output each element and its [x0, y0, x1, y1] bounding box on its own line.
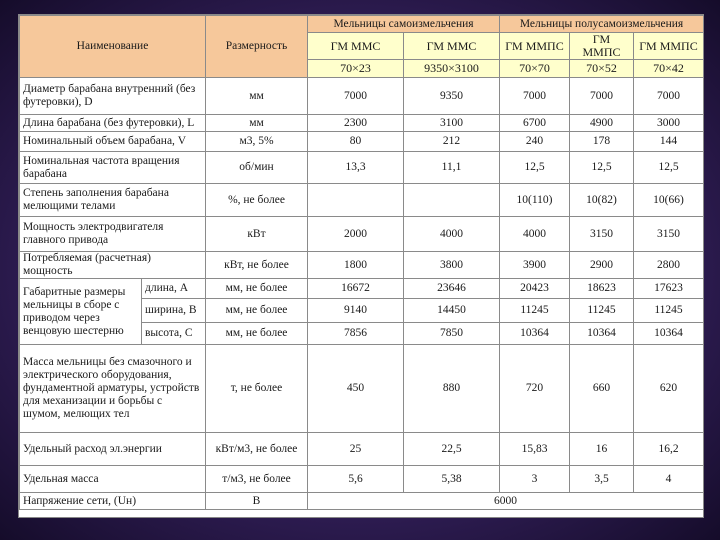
row-name: Потребляемая (расчетная) мощность	[20, 252, 206, 279]
cell-value: 7000	[500, 78, 570, 115]
cell-value: 20423	[500, 279, 570, 299]
cell-value: 7000	[570, 78, 634, 115]
row-unit: т, не более	[206, 345, 308, 433]
cell-value: 7856	[308, 323, 404, 345]
cell-value: 11245	[570, 299, 634, 323]
cell-value: 25	[308, 433, 404, 466]
model-size: 9350×3100	[404, 60, 500, 78]
cell-value: 16672	[308, 279, 404, 299]
row-unit: кВт/м3, не более	[206, 433, 308, 466]
model-name: ГМ ММПС	[634, 33, 704, 60]
cell-value: 12,5	[500, 152, 570, 184]
model-size: 70×42	[634, 60, 704, 78]
cell-value: 3900	[500, 252, 570, 279]
row-name: Диаметр барабана внутренний (без футеровки), D	[20, 78, 206, 115]
cell-value: 1800	[308, 252, 404, 279]
cell-value: 18623	[570, 279, 634, 299]
cell-value: 12,5	[634, 152, 704, 184]
cell-value: 212	[404, 132, 500, 152]
cell-value: 2800	[634, 252, 704, 279]
row-unit: кВт	[206, 217, 308, 252]
model-name: ГМ ММПС	[500, 33, 570, 60]
row-name: Напряжение сети, (Uн)	[20, 493, 206, 510]
gabarit-sub-label: высота, С	[142, 323, 206, 345]
cell-value: 16,2	[634, 433, 704, 466]
row-name: Удельная масса	[20, 466, 206, 493]
row-name: Масса мельницы без смазочного и электрического оборудования, фундаментной арматуры, устройств для механизации и борьбы с шумом, мелющих тел	[20, 345, 206, 433]
cell-value: 7000	[308, 78, 404, 115]
cell-value: 10364	[570, 323, 634, 345]
row-unit: мм, не более	[206, 279, 308, 299]
cell-value: 10(110)	[500, 184, 570, 217]
cell-value: 10(82)	[570, 184, 634, 217]
cell-value: 10364	[634, 323, 704, 345]
cell-value: 240	[500, 132, 570, 152]
cell-value: 14450	[404, 299, 500, 323]
table-row	[20, 78, 704, 115]
cell-value: 11,1	[404, 152, 500, 184]
cell-value: 15,83	[500, 433, 570, 466]
table-row	[20, 252, 704, 279]
cell-value: 12,5	[570, 152, 634, 184]
cell-value: 23646	[404, 279, 500, 299]
specs-table	[19, 15, 704, 510]
cell-value: 660	[570, 345, 634, 433]
table-row	[20, 184, 704, 217]
cell-value: 9350	[404, 78, 500, 115]
table-row	[20, 152, 704, 184]
cell-value: 80	[308, 132, 404, 152]
cell-value: 144	[634, 132, 704, 152]
cell-value: 5,38	[404, 466, 500, 493]
row-name: Мощность электродвигателя главного привода	[20, 217, 206, 252]
cell-value: 880	[404, 345, 500, 433]
cell-value: 3,5	[570, 466, 634, 493]
gabarit-sub-label: ширина, В	[142, 299, 206, 323]
gabarit-sub-label: длина, А	[142, 279, 206, 299]
model-name: ГМ ММС	[308, 33, 404, 60]
row-unit: кВт, не более	[206, 252, 308, 279]
table-row	[20, 493, 704, 510]
table-row	[20, 466, 704, 493]
row-unit: мм	[206, 115, 308, 132]
table-row	[20, 132, 704, 152]
model-size: 70×52	[570, 60, 634, 78]
table-row	[20, 345, 704, 433]
cell-value: 2300	[308, 115, 404, 132]
cell-value: 11245	[500, 299, 570, 323]
cell-value: 11245	[634, 299, 704, 323]
cell-value: 4	[634, 466, 704, 493]
cell-value: 620	[634, 345, 704, 433]
cell-value: 4000	[500, 217, 570, 252]
gabarit-label: Габаритные размеры мельницы в сборе с приводом через венцовую шестерню	[20, 279, 142, 345]
row-name: Номинальный объем барабана, V	[20, 132, 206, 152]
row-unit: %, не более	[206, 184, 308, 217]
row-name: Степень заполнения барабана мелющими телами	[20, 184, 206, 217]
cell-value: 16	[570, 433, 634, 466]
cell-value: 22,5	[404, 433, 500, 466]
cell-value: 6700	[500, 115, 570, 132]
table-row	[20, 279, 704, 299]
group-semi-header: Мельницы полусамоизмельчения	[500, 16, 704, 33]
table-row	[20, 217, 704, 252]
cell-value: 3100	[404, 115, 500, 132]
model-name: ГМ ММПС	[570, 33, 634, 60]
unit-col-header: Размерность	[206, 16, 308, 78]
cell-value: 2900	[570, 252, 634, 279]
name-col-header: Наименование	[20, 16, 206, 78]
row-unit: об/мин	[206, 152, 308, 184]
slide	[18, 14, 704, 518]
cell-value: 4900	[570, 115, 634, 132]
row-unit: В	[206, 493, 308, 510]
model-size: 70×70	[500, 60, 570, 78]
cell-value: 7850	[404, 323, 500, 345]
row-unit: мм, не более	[206, 323, 308, 345]
cell-value: 178	[570, 132, 634, 152]
row-unit: м3, 5%	[206, 132, 308, 152]
cell-value: 2000	[308, 217, 404, 252]
cell-value: 17623	[634, 279, 704, 299]
row-unit: мм, не более	[206, 299, 308, 323]
cell-value: 450	[308, 345, 404, 433]
row-name: Длина барабана (без футеровки), L	[20, 115, 206, 132]
cell-value: 4000	[404, 217, 500, 252]
row-unit: т/м3, не более	[206, 466, 308, 493]
cell-value: 9140	[308, 299, 404, 323]
cell-value: 3800	[404, 252, 500, 279]
cell-value: 7000	[634, 78, 704, 115]
cell-value: 3150	[570, 217, 634, 252]
cell-value: 10(66)	[634, 184, 704, 217]
table-row	[20, 115, 704, 132]
cell-value: 720	[500, 345, 570, 433]
model-size: 70×23	[308, 60, 404, 78]
cell-value: 3150	[634, 217, 704, 252]
cell-value	[308, 184, 404, 217]
row-name: Удельный расход эл.энергии	[20, 433, 206, 466]
voltage-value: 6000	[308, 493, 704, 510]
table-row	[20, 433, 704, 466]
cell-value: 5,6	[308, 466, 404, 493]
cell-value: 3000	[634, 115, 704, 132]
row-unit: мм	[206, 78, 308, 115]
cell-value: 3	[500, 466, 570, 493]
cell-value	[404, 184, 500, 217]
cell-value: 13,3	[308, 152, 404, 184]
model-name: ГМ ММС	[404, 33, 500, 60]
group-self-header: Мельницы самоизмельчения	[308, 16, 500, 33]
cell-value: 10364	[500, 323, 570, 345]
row-name: Номинальная частота вращения барабана	[20, 152, 206, 184]
